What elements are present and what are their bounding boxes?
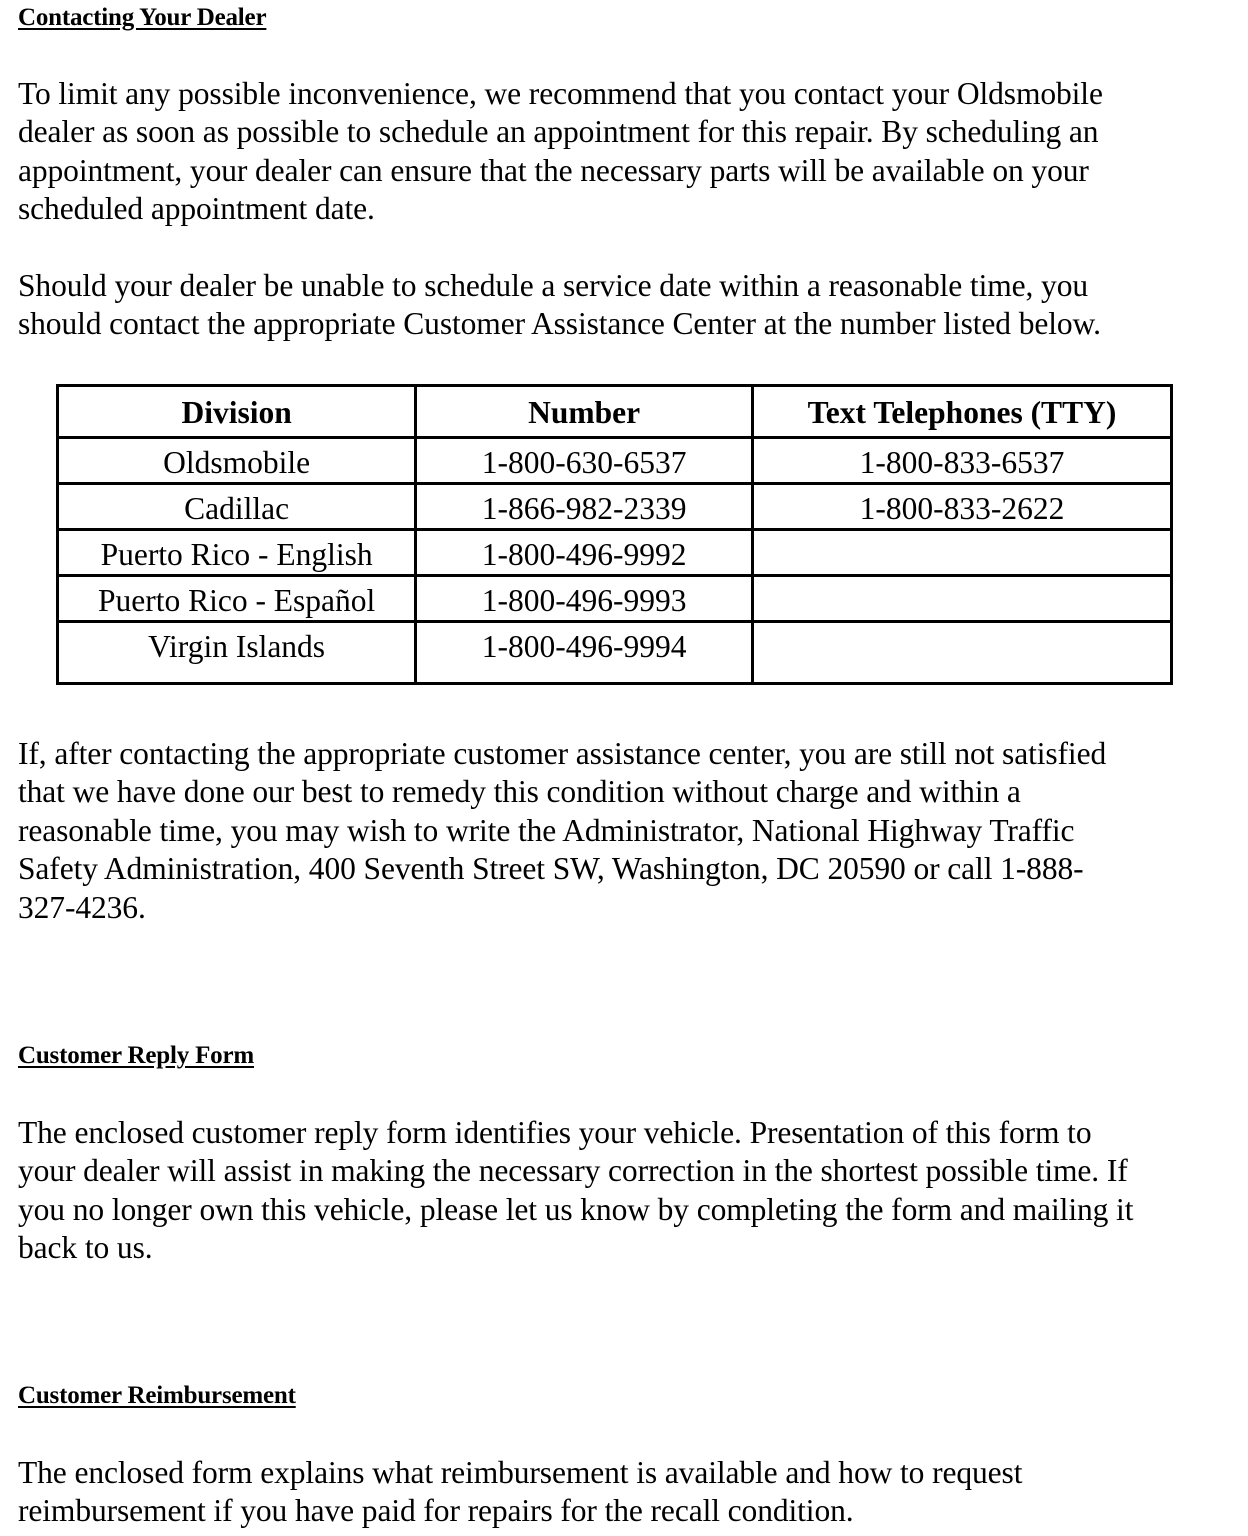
- table-row: [58, 530, 1172, 576]
- header-tty: Text Telephones (TTY): [753, 386, 1172, 438]
- cell-tty: [753, 530, 1172, 576]
- text-line: you no longer own this vehicle, please let us know by completing the form and mailing it: [18, 1191, 1134, 1227]
- customer-assistance-table: [56, 384, 1173, 685]
- text-line: To limit any possible inconvenience, we recommend that you contact your Oldsmobile: [18, 76, 1103, 111]
- text-line: Safety Administration, 400 Seventh Street SW, Washington, DC 20590 or call 1-888-: [18, 851, 1084, 887]
- table-row: [58, 484, 1172, 530]
- header-division: Division: [58, 386, 416, 438]
- paragraph-nhtsa-contact: [18, 735, 1218, 927]
- cell-division: Puerto Rico - English: [58, 530, 416, 576]
- paragraph-limit-inconvenience: [18, 75, 1218, 229]
- cell-number: 1-866-982-2339: [416, 484, 753, 530]
- text-line: that we have done our best to remedy this condition without charge and within a: [18, 774, 1021, 810]
- text-line: your dealer will assist in making the necessary correction in the shortest possible time. If: [18, 1153, 1128, 1189]
- text-line: The enclosed form explains what reimbursement is available and how to request: [18, 1455, 1023, 1490]
- cell-number: 1-800-496-9993: [416, 576, 753, 622]
- text-line: The enclosed customer reply form identifies your vehicle. Presentation of this form to: [18, 1115, 1092, 1150]
- cell-tty: [753, 576, 1172, 622]
- text-line: reimbursement if you have paid for repairs for the recall condition.: [18, 1493, 854, 1529]
- cell-tty: [753, 622, 1172, 684]
- cell-tty: 1-800-833-6537: [753, 438, 1172, 484]
- table-row: [58, 622, 1172, 684]
- paragraph-unable-to-schedule: [18, 267, 1218, 344]
- text-line: Should your dealer be unable to schedule a service date within a reasonable time, you: [18, 268, 1089, 303]
- cell-number: 1-800-496-9992: [416, 530, 753, 576]
- table-header-row: [58, 386, 1172, 438]
- paragraph-reimbursement: [18, 1454, 1218, 1531]
- cell-division: Puerto Rico - Español: [58, 576, 416, 622]
- heading-customer-reply-form: Customer Reply Form: [18, 1042, 254, 1069]
- cell-number: 1-800-496-9994: [416, 622, 753, 684]
- text-line: appointment, your dealer can ensure that the necessary parts will be available on your: [18, 152, 1089, 188]
- table-row: [58, 576, 1172, 622]
- cell-division: Oldsmobile: [58, 438, 416, 484]
- text-line: dealer as soon as possible to schedule an appointment for this repair. By scheduling an: [18, 114, 1099, 150]
- cell-number: 1-800-630-6537: [416, 438, 753, 484]
- cell-tty: 1-800-833-2622: [753, 484, 1172, 530]
- cell-division: Cadillac: [58, 484, 416, 530]
- paragraph-reply-form: [18, 1114, 1218, 1268]
- text-line: back to us.: [18, 1230, 153, 1266]
- heading-customer-reimbursement: Customer Reimbursement: [18, 1382, 296, 1409]
- cell-division: Virgin Islands: [58, 622, 416, 684]
- text-line: scheduled appointment date.: [18, 191, 375, 227]
- text-line: should contact the appropriate Customer Assistance Center at the number listed below.: [18, 306, 1101, 342]
- table-row: [58, 438, 1172, 484]
- text-line: If, after contacting the appropriate customer assistance center, you are still not satisfied: [18, 736, 1107, 771]
- text-line: reasonable time, you may wish to write the Administrator, National Highway Traffic: [18, 812, 1075, 848]
- header-number: Number: [416, 386, 753, 438]
- heading-contacting-your-dealer: Contacting Your Dealer: [18, 4, 267, 31]
- text-line: 327-4236.: [18, 889, 146, 925]
